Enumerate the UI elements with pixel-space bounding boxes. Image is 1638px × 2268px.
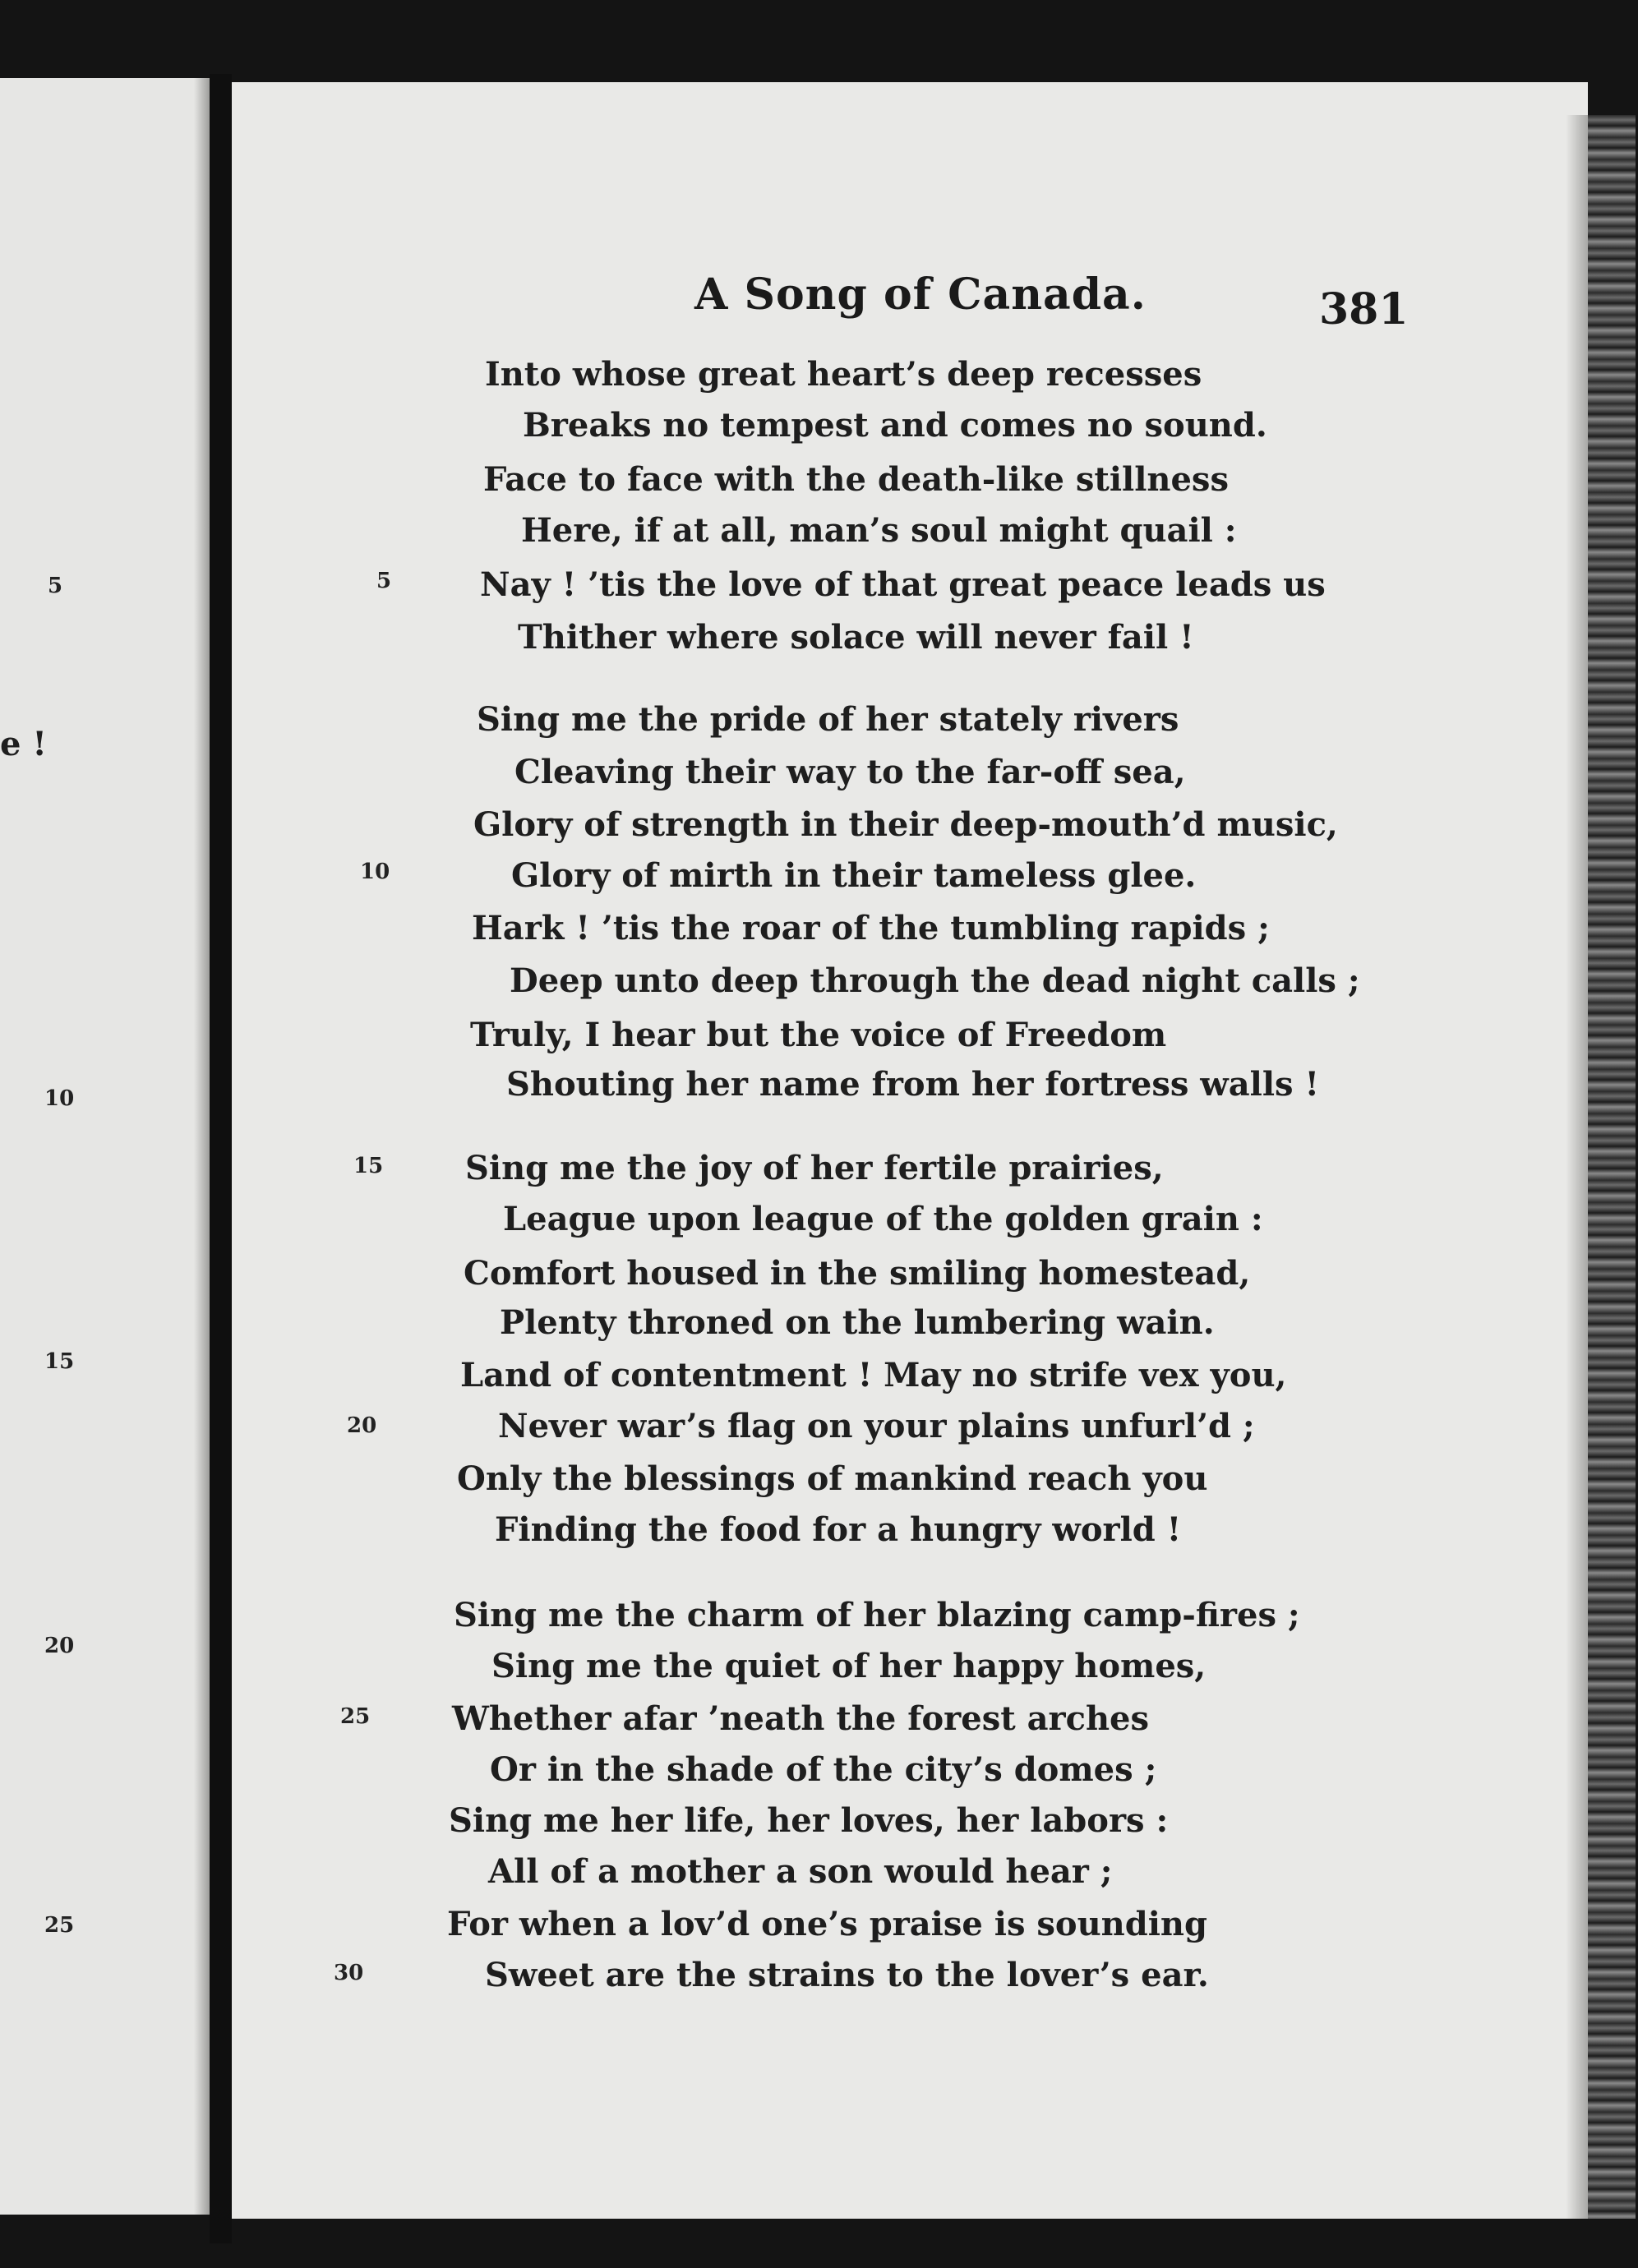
page-edges <box>1588 115 1636 2219</box>
poem-line: All of a mother a son would hear ; <box>488 1852 1113 1891</box>
poem-line-number: 10 <box>360 860 390 884</box>
poem-line: Into whose great heart’s deep recesses <box>485 355 1202 394</box>
poem-line-number: 25 <box>340 1704 371 1729</box>
poem-line: Sing me the joy of her fertile prairies, <box>465 1149 1164 1187</box>
left-page-line-number: 5 <box>48 574 63 598</box>
left-page-line-number: 25 <box>44 1913 75 1938</box>
poem-line: Never war’s flag on your plains unfurl’d ; <box>498 1407 1255 1445</box>
poem-line: Sing me the pride of her stately rivers <box>477 700 1179 739</box>
poem-line: Only the blessings of mankind reach you <box>457 1459 1208 1498</box>
poem-line-number: 30 <box>334 1961 364 1985</box>
poem-line: Shouting her name from her fortress walls ! <box>506 1065 1320 1104</box>
left-page-line-number: 10 <box>44 1086 75 1111</box>
poem-line: Nay ! ’tis the love of that great peace leads us <box>480 565 1326 604</box>
poem-line: Thither where solace will never fail ! <box>518 618 1194 657</box>
poem-line: Cleaving their way to the far-off sea, <box>514 753 1186 791</box>
poem-line: Glory of strength in their deep-mouth’d music, <box>473 805 1338 844</box>
poem-line: Comfort housed in the smiling homestead, <box>464 1254 1251 1293</box>
page-number: 381 <box>1319 284 1409 334</box>
poem-line: Whether afar ’neath the forest arches <box>452 1699 1150 1738</box>
poem-line: Breaks no tempest and comes no sound. <box>523 406 1267 445</box>
poem-line: Sing me the quiet of her happy homes, <box>491 1647 1207 1685</box>
left-page-shadow <box>194 78 210 2215</box>
poem-line: Sing me her life, her loves, her labors : <box>449 1801 1169 1840</box>
poem-line: Sing me the charm of her blazing camp-fires ; <box>454 1596 1300 1634</box>
poem-line: Sweet are the strains to the lover’s ear. <box>485 1956 1209 1994</box>
poem-line: Hark ! ’tis the roar of the tumbling rapids ; <box>472 909 1270 947</box>
left-page-line-number: 15 <box>44 1349 75 1374</box>
left-page-text-fragment: e ! <box>0 725 47 763</box>
page-edge-shadow <box>1566 115 1588 2219</box>
poem-line: Glory of mirth in their tameless glee. <box>511 856 1197 895</box>
poem-line: Finding the food for a hungry world ! <box>495 1510 1182 1549</box>
poem-line: Land of contentment ! May no strife vex you, <box>460 1356 1287 1394</box>
running-header-title: A Song of Canada. <box>694 270 1147 320</box>
poem-line: For when a lov’d one’s praise is sounding <box>447 1905 1207 1943</box>
left-page-line-number: 20 <box>44 1634 75 1658</box>
left-page <box>0 78 210 2215</box>
poem-line: Or in the shade of the city’s domes ; <box>490 1750 1157 1789</box>
poem-line-number: 20 <box>347 1413 377 1438</box>
poem-line-number: 15 <box>353 1154 384 1178</box>
poem-line: Here, if at all, man’s soul might quail : <box>521 511 1237 550</box>
poem-line: Face to face with the death-like stillness <box>483 460 1229 499</box>
book-gutter <box>210 74 232 2243</box>
poem-line: Truly, I hear but the voice of Freedom <box>470 1016 1167 1054</box>
poem-line: Plenty throned on the lumbering wain. <box>500 1303 1215 1342</box>
poem-line-number: 5 <box>376 569 392 593</box>
poem-line: League upon league of the golden grain : <box>503 1200 1263 1238</box>
poem-line: Deep unto deep through the dead night calls ; <box>510 961 1360 1000</box>
